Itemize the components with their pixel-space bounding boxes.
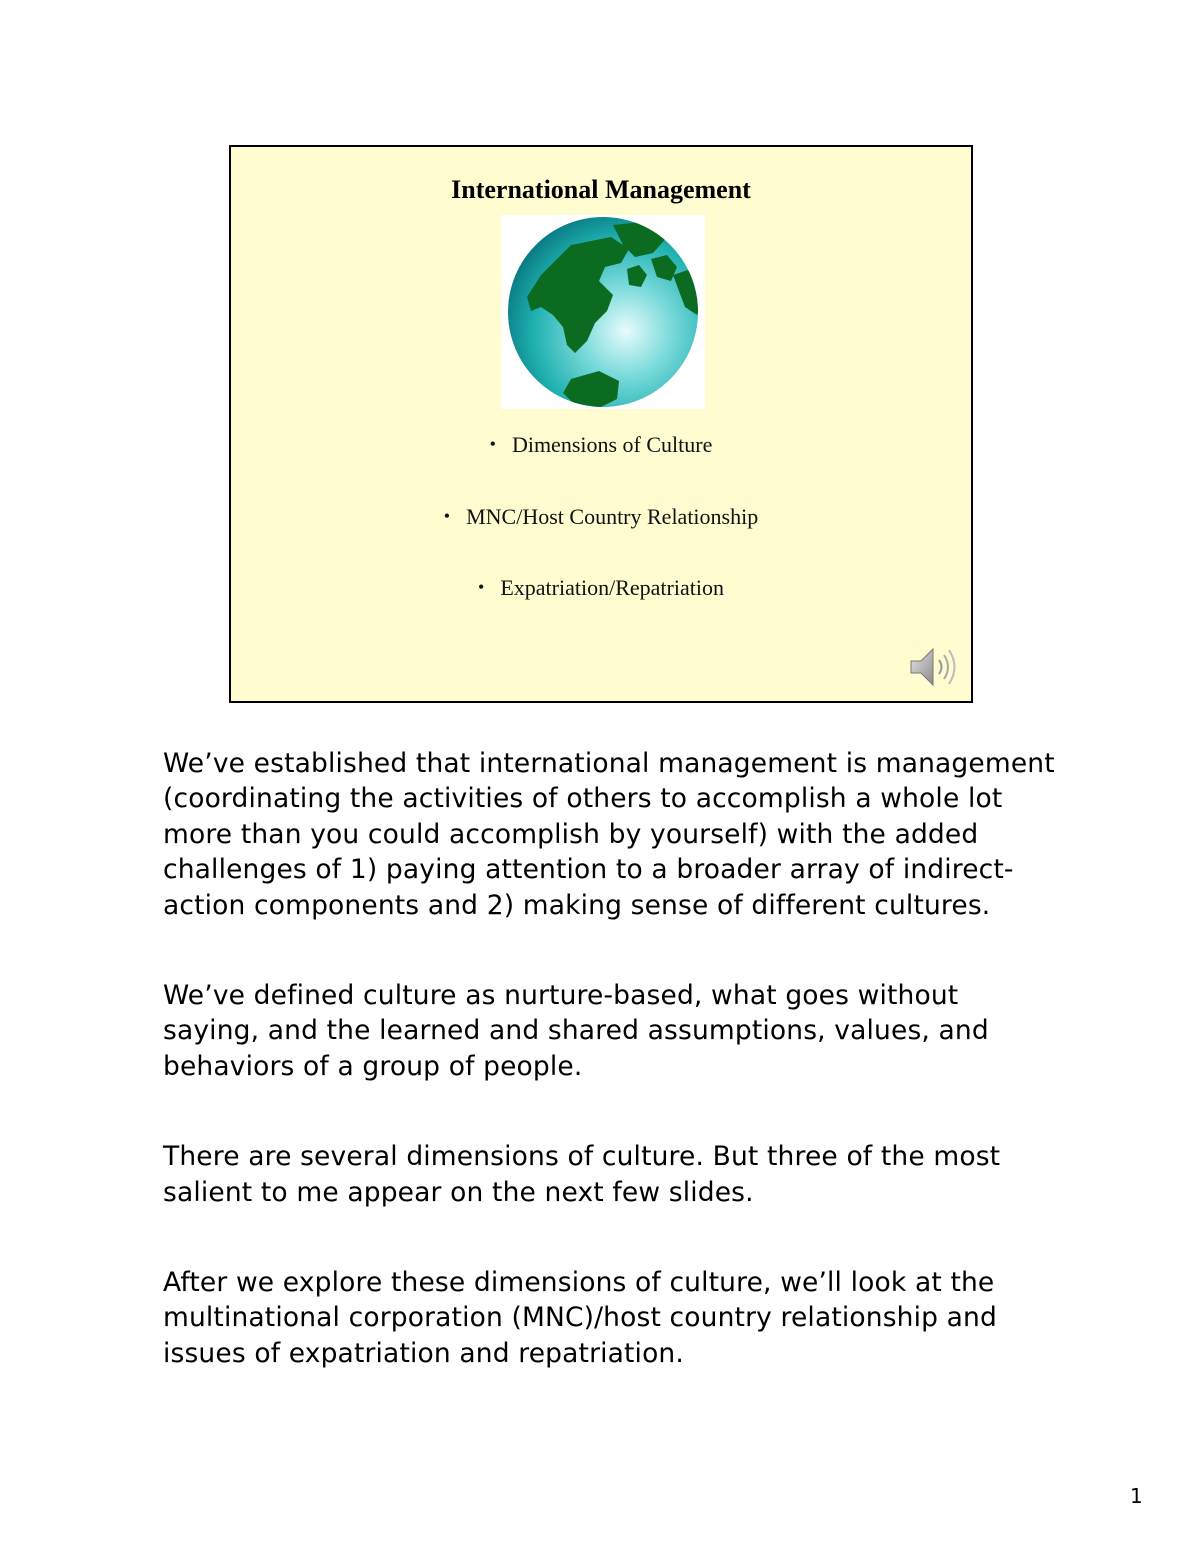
- globe-icon: [501, 215, 705, 409]
- page-number: 1: [1130, 1484, 1143, 1508]
- speaker-notes: [163, 746, 1063, 1426]
- notes-paragraph: After we explore these dimensions of culture, we’ll look at the multinational corporation (MNC)/host country relationship and issues of expatriation and repatriation.: [163, 1267, 997, 1369]
- slide-bullet-dimensions-of-culture: [231, 432, 971, 458]
- bullet-marker: •: [489, 434, 496, 454]
- notes-paragraph: We’ve defined culture as nurture-based, what goes without saying, and the learned and shared assumptions, values, and behaviors of a group of people.: [163, 980, 989, 1082]
- slide-title: International Management: [451, 175, 751, 204]
- slide-bullet-mnc-host-country: [231, 504, 971, 530]
- slide-thumbnail: [229, 145, 973, 703]
- speaker-icon[interactable]: [907, 643, 959, 691]
- bullet-marker: •: [478, 577, 485, 597]
- slide-bullet-expatriation: [231, 575, 971, 601]
- bullet-text: MNC/Host Country Relationship: [466, 504, 759, 529]
- notes-paragraph: We’ve established that international management is management (coordinating the activities of others to accomplish a whole lot more than you could accomplish by yourself) with the added challenges of 1) paying attention to a broader array of indirect-action components and 2) making sense of different cultures.: [163, 748, 1055, 921]
- notes-paragraph: There are several dimensions of culture. But three of the most salient to me appear on the next few slides.: [163, 1141, 1001, 1208]
- bullet-text: Dimensions of Culture: [511, 432, 713, 457]
- bullet-text: Expatriation/Repatriation: [500, 575, 724, 600]
- bullet-marker: •: [443, 506, 451, 526]
